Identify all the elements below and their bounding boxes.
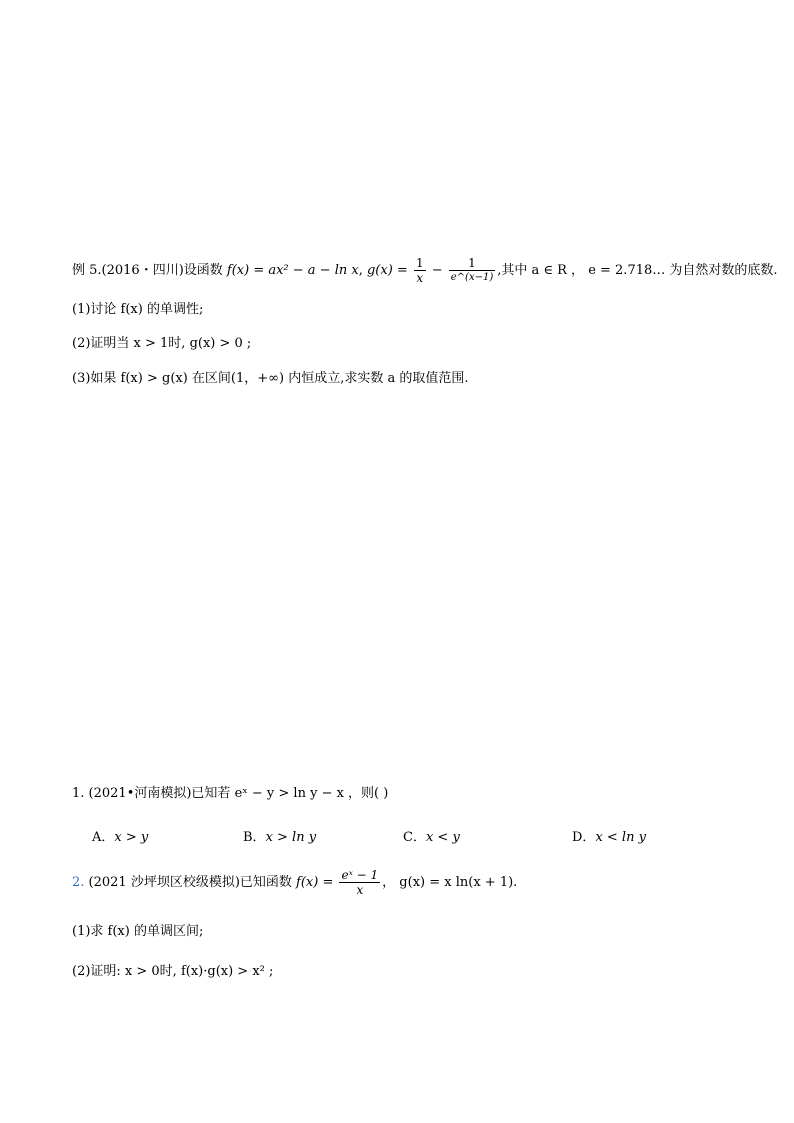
example5-comma: , bbox=[358, 263, 367, 278]
problem2-stem-post: ， g(x) = x ln(x + 1). bbox=[382, 875, 518, 890]
example5-f-definition: f(x) = ax² − a − ln x bbox=[226, 263, 359, 278]
problem2-number: 2. bbox=[72, 875, 85, 890]
problem2-fraction-denominator: x bbox=[356, 883, 364, 897]
example5-minus: − bbox=[427, 263, 447, 278]
example5-prefix: 例 5.(2016・四川)设函数 bbox=[72, 263, 227, 278]
example5-fraction-2 bbox=[449, 256, 495, 285]
problem2-question-1: (1)求 f(x) 的单调区间; bbox=[72, 924, 204, 939]
problem2-f-lhs: f(x) = bbox=[296, 875, 338, 890]
problem2-fraction-numerator: eˣ − 1 bbox=[341, 868, 379, 882]
fraction-2-numerator: 1 bbox=[449, 256, 495, 271]
problem2-stem-pre: (2021 沙坪坝区校级模拟)已知函数 bbox=[84, 875, 297, 890]
option-c-text: x < y bbox=[425, 830, 460, 845]
problem1-option-c bbox=[403, 826, 460, 845]
option-b-letter: B． bbox=[243, 830, 266, 845]
fraction-2-denominator: e^(x−1) bbox=[450, 272, 494, 283]
example5-question-3: (3)如果 f(x) > g(x) 在区间(1，+∞) 内恒成立,求实数 a 的取值范围. bbox=[72, 371, 469, 386]
fraction-1-numerator: 1 bbox=[415, 256, 424, 270]
problem2-stem bbox=[72, 868, 517, 897]
option-d-text: x < ln y bbox=[595, 830, 646, 845]
example5-fraction-1 bbox=[414, 256, 426, 285]
problem1-stem: 1. (2021•河南模拟)已知若 eˣ − y > ln y − x ，则( ) bbox=[72, 786, 389, 801]
example5-question-1: (1)讨论 f(x) 的单调性; bbox=[72, 302, 204, 317]
example5-suffix: ,其中 a ∈ R ， e = 2.718… 为自然对数的底数. bbox=[497, 263, 778, 278]
example5-question-2: (2)证明当 x > 1时, g(x) > 0 ; bbox=[72, 336, 252, 351]
problem2-question-2: (2)证明: x > 0时, f(x)·g(x) > x² ; bbox=[72, 964, 274, 979]
example5-g-lhs: g(x) = bbox=[366, 263, 412, 278]
fraction-1-denominator: x bbox=[416, 271, 424, 285]
problem1-option-b bbox=[243, 826, 316, 845]
problem2-fraction bbox=[339, 868, 380, 897]
example5-statement bbox=[72, 256, 778, 285]
option-a-text: x > y bbox=[114, 830, 149, 845]
option-b-text: x > ln y bbox=[265, 830, 317, 845]
problem1-option-a bbox=[92, 826, 148, 845]
problem1-option-d bbox=[572, 826, 646, 845]
option-a-letter: A． bbox=[92, 830, 115, 845]
option-d-letter: D． bbox=[572, 830, 596, 845]
option-c-letter: C． bbox=[403, 830, 426, 845]
